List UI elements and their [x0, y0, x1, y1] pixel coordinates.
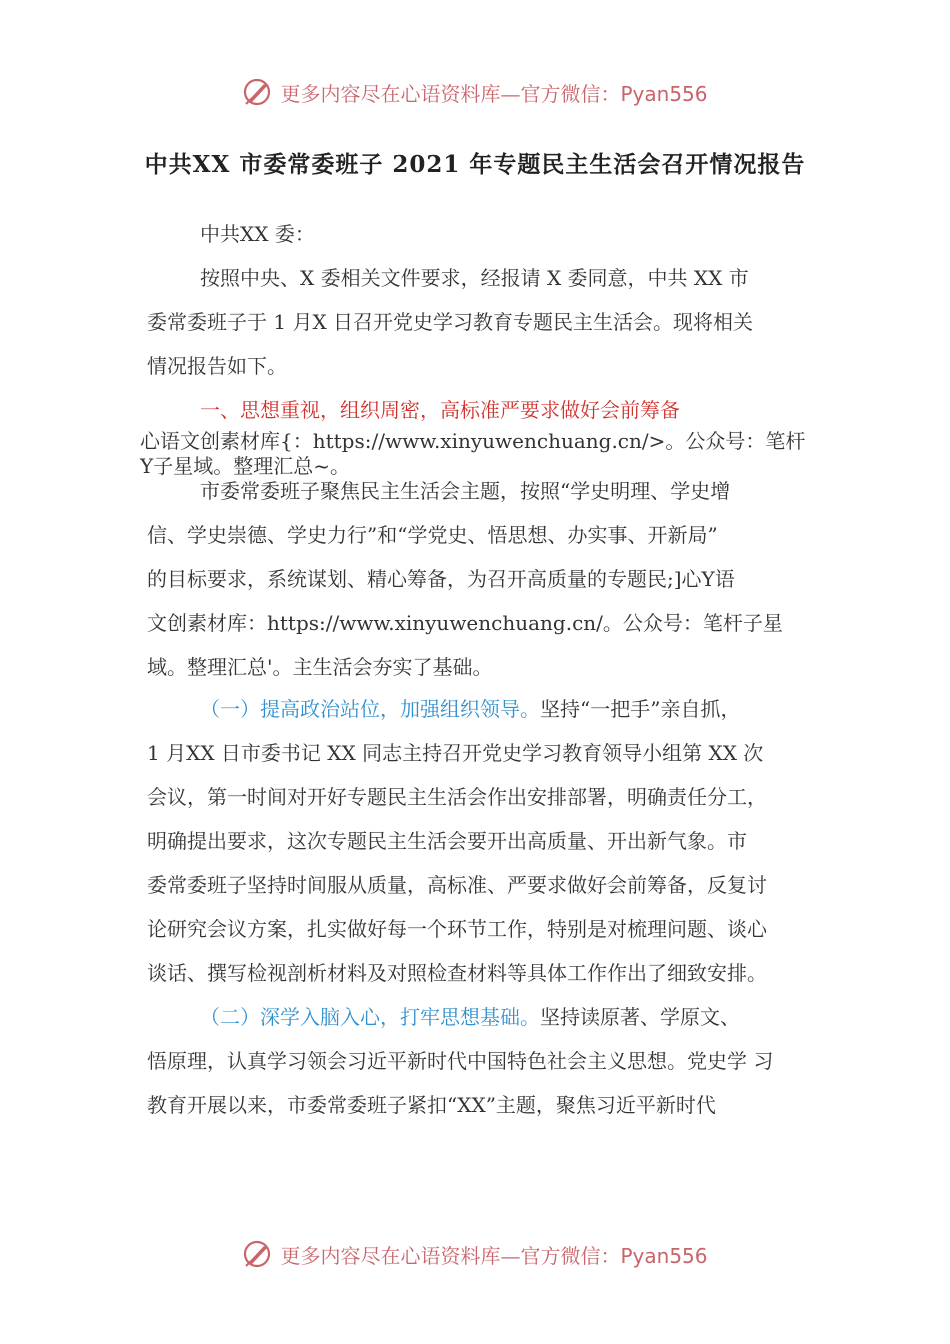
paragraph-line — [200, 696, 740, 722]
quill-seal-icon — [242, 1239, 272, 1269]
paragraph-line: 信、学史崇德、学史力行”和“学党史、悟思想、办实事、开新局” — [147, 523, 718, 547]
paragraph-line: 委常委班子坚持时间服从质量，高标准、严要求做好会前筹备，反复讨 — [147, 873, 767, 897]
paragraph-line: 委常委班子于 1 月X 日召开党史学习教育专题民主生活会。现将相关 — [147, 310, 754, 334]
footer-banner-text — [280, 1240, 707, 1269]
paragraph-line: 论研究会议方案，扎实做好每一个环节工作，特别是对梳理问题、谈心 — [147, 917, 767, 941]
footer-wechat-id: Pyan556 — [620, 1243, 708, 1268]
paragraph-line: 情况报告如下。 — [147, 354, 287, 378]
paragraph-line: 域。整理汇总'。主生活会夯实了基础。 — [147, 655, 493, 679]
paragraph-line: 心语文创素材库{：https://www.xinyuwenchuang.cn/>。公众号：笔杆 — [140, 429, 806, 453]
section-heading-1: 一、思想重视，组织周密，高标准严要求做好会前筹备 — [200, 398, 680, 422]
paragraph-line: Y子星域。整理汇总~。 — [140, 454, 350, 478]
quill-seal-icon — [242, 77, 272, 107]
paragraph-line: 悟原理，认真学习领会习近平新时代中国特色社会主义思想。党史学 习 — [147, 1049, 774, 1073]
footer-banner — [0, 1234, 950, 1274]
paragraph-line: 的目标要求，系统谋划、精心筹备，为召开高质量的专题民;]心Y语 — [147, 567, 735, 591]
paragraph-line: 1 月XX 日市委书记 XX 同志主持召开党史学习教育领导小组第 XX 次 — [147, 741, 764, 765]
page-title: 中共XX 市委常委班子 2021 年专题民主生活会召开情况报告 — [144, 151, 806, 178]
header-banner — [0, 72, 950, 112]
paragraph-line: 明确提出要求，这次专题民主生活会要开出高质量、开出新气象。市 — [147, 829, 747, 853]
subsection-heading-2: （二）深学入脑入心，打牢思想基础。 — [200, 1005, 540, 1029]
paragraph-line: 谈话、撰写检视剖析材料及对照检查材料等具体工作作出了细致安排。 — [147, 961, 767, 985]
header-wechat-id: Pyan556 — [620, 81, 708, 106]
paragraph-line: 市委常委班子聚焦民主生活会主题，按照“学史明理、学史增 — [200, 479, 731, 503]
paragraph-text: 坚持读原著、学原文、 — [540, 1005, 740, 1029]
subsection-heading-1: （一）提高政治站位，加强组织领导。 — [200, 697, 540, 721]
paragraph-text: 坚持“一把手”亲自抓， — [540, 697, 741, 721]
paragraph-line: 会议，第一时间对开好专题民主生活会作出安排部署，明确责任分工， — [147, 785, 767, 809]
header-banner-text — [280, 78, 707, 107]
paragraph-line — [200, 1004, 740, 1030]
paragraph-line: 按照中央、X 委相关文件要求，经报请 X 委同意，中共 XX 市 — [200, 266, 749, 290]
paragraph-line: 教育开展以来，市委常委班子紧扣“XX”主题，聚焦习近平新时代 — [147, 1093, 716, 1117]
footer-banner-label: 更多内容尽在心语资料库—官方微信： — [280, 1243, 621, 1268]
header-banner-label: 更多内容尽在心语资料库—官方微信： — [280, 81, 621, 106]
paragraph-line: 文创素材库：https://www.xinyuwenchuang.cn/。公众号：笔杆子星 — [147, 611, 783, 635]
salutation: 中共XX 委： — [200, 222, 315, 246]
